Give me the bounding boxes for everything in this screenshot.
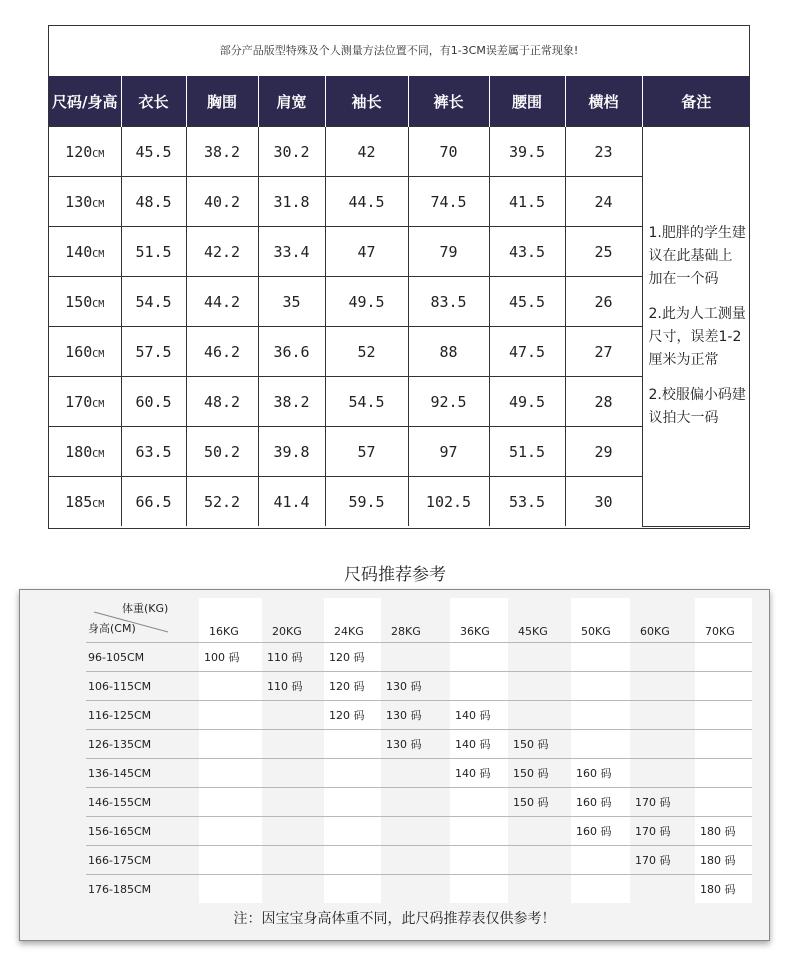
recommended-size — [508, 817, 571, 846]
recommended-size — [199, 817, 262, 846]
recommended-size — [695, 701, 752, 730]
height-range: 126-135CM — [86, 730, 199, 759]
measurement-cell: 51.5 — [121, 227, 186, 277]
size-value: 120 — [65, 142, 93, 161]
recommend-row — [86, 701, 752, 730]
recommended-size: 120 码 — [324, 643, 381, 672]
recommended-size: 120 码 — [324, 672, 381, 701]
measurement-cell: 102.5 — [408, 477, 489, 527]
recommended-size — [630, 672, 695, 701]
recommended-size — [262, 759, 324, 788]
size-unit: CM — [92, 448, 105, 460]
measurement-cell: 48.2 — [186, 377, 258, 427]
size-unit: CM — [92, 298, 105, 310]
measurement-cell: 79 — [408, 227, 489, 277]
measurement-cell: 51.5 — [489, 427, 565, 477]
recommended-size: 180 码 — [695, 875, 752, 904]
weight-axis-label: 体重(KG) — [122, 602, 169, 615]
recommended-size: 170 码 — [630, 817, 695, 846]
recommend-row — [86, 817, 752, 846]
measurement-cell: 39.8 — [258, 427, 325, 477]
header-remarks: 备注 — [642, 76, 750, 127]
weight-header: 36KG — [450, 598, 508, 643]
recommend-footnote: 注：因宝宝身高体重不同，此尺码推荐表仅供参考！ — [233, 911, 556, 927]
measurement-cell: 43.5 — [489, 227, 565, 277]
weight-header: 70KG — [695, 598, 752, 643]
recommended-size — [381, 846, 450, 875]
measurement-cell: 23 — [565, 127, 642, 177]
recommended-size — [199, 788, 262, 817]
measurement-cell: 40.2 — [186, 177, 258, 227]
measurement-cell: 27 — [565, 327, 642, 377]
size-value: 160 — [65, 342, 93, 361]
recommended-size — [571, 672, 630, 701]
recommended-size — [630, 730, 695, 759]
recommended-size: 160 码 — [571, 759, 630, 788]
recommended-size — [695, 730, 752, 759]
recommended-size — [571, 875, 630, 904]
height-range: 156-165CM — [86, 817, 199, 846]
measurement-cell: 35 — [258, 277, 325, 327]
size-unit: CM — [92, 498, 105, 510]
measurement-cell: 31.8 — [258, 177, 325, 227]
size-value: 140 — [65, 242, 93, 261]
recommended-size — [630, 875, 695, 904]
recommended-size: 150 码 — [508, 759, 571, 788]
recommended-size — [630, 643, 695, 672]
size-recommendation-table — [86, 598, 752, 903]
size-cell — [49, 277, 121, 327]
recommended-size — [324, 846, 381, 875]
measurement-cell: 97 — [408, 427, 489, 477]
recommended-size — [199, 701, 262, 730]
header-chest: 胸围 — [186, 76, 258, 127]
size-cell — [49, 427, 121, 477]
measurement-cell: 30 — [565, 477, 642, 527]
measurement-cell: 24 — [565, 177, 642, 227]
measurement-cell: 38.2 — [258, 377, 325, 427]
recommend-header-row — [86, 598, 752, 643]
measurement-cell: 63.5 — [121, 427, 186, 477]
recommended-size: 180 码 — [695, 846, 752, 875]
header-sleeve: 袖长 — [325, 76, 408, 127]
size-value: 180 — [65, 442, 93, 461]
measurement-cell: 54.5 — [325, 377, 408, 427]
recommended-size — [324, 759, 381, 788]
measurement-notice: 部分产品版型特殊及个人测量方法位置不同，有1-3CM误差属于正常现象! — [219, 44, 579, 57]
recommend-row — [86, 788, 752, 817]
measurement-cell: 45.5 — [121, 127, 186, 177]
recommended-size — [324, 817, 381, 846]
recommend-row — [86, 875, 752, 904]
measurement-cell: 42 — [325, 127, 408, 177]
recommended-size — [324, 788, 381, 817]
recommended-size — [695, 672, 752, 701]
recommended-size — [508, 643, 571, 672]
recommended-size — [571, 846, 630, 875]
measurement-cell: 25 — [565, 227, 642, 277]
size-value: 150 — [65, 292, 93, 311]
measurement-cell: 59.5 — [325, 477, 408, 527]
height-range: 116-125CM — [86, 701, 199, 730]
measurement-cell: 41.4 — [258, 477, 325, 527]
recommended-size — [508, 672, 571, 701]
recommended-size — [199, 875, 262, 904]
recommended-size: 130 码 — [381, 730, 450, 759]
size-value: 130 — [65, 192, 93, 211]
recommended-size — [571, 701, 630, 730]
size-cell — [49, 177, 121, 227]
header-pants-length: 裤长 — [408, 76, 489, 127]
measurement-cell: 44.2 — [186, 277, 258, 327]
height-range: 106-115CM — [86, 672, 199, 701]
recommended-size — [450, 643, 508, 672]
recommended-size — [262, 730, 324, 759]
recommended-size — [381, 875, 450, 904]
measurement-cell: 26 — [565, 277, 642, 327]
recommended-size: 150 码 — [508, 730, 571, 759]
height-range: 146-155CM — [86, 788, 199, 817]
recommended-size: 140 码 — [450, 701, 508, 730]
recommended-size: 160 码 — [571, 788, 630, 817]
recommended-size — [199, 759, 262, 788]
measurement-cell: 38.2 — [186, 127, 258, 177]
measurement-cell: 50.2 — [186, 427, 258, 477]
recommended-size — [450, 788, 508, 817]
measurement-cell: 83.5 — [408, 277, 489, 327]
recommended-size — [381, 759, 450, 788]
recommended-size — [508, 846, 571, 875]
measurement-cell: 54.5 — [121, 277, 186, 327]
size-cell — [49, 327, 121, 377]
recommended-size — [571, 643, 630, 672]
recommended-size — [508, 701, 571, 730]
measurement-cell: 57.5 — [121, 327, 186, 377]
size-unit: CM — [92, 398, 105, 410]
recommended-size — [199, 730, 262, 759]
remark-item: 2.此为人工测量尺寸，误差1-2厘米为正常 — [648, 306, 746, 369]
measurement-cell: 49.5 — [489, 377, 565, 427]
header-length: 衣长 — [121, 76, 186, 127]
recommended-size — [450, 846, 508, 875]
measurement-cell: 29 — [565, 427, 642, 477]
height-range: 166-175CM — [86, 846, 199, 875]
measurement-cell: 33.4 — [258, 227, 325, 277]
weight-header: 45KG — [508, 598, 571, 643]
header-crotch: 横档 — [565, 76, 642, 127]
recommend-row — [86, 730, 752, 759]
recommended-size — [508, 875, 571, 904]
recommended-size: 100 码 — [199, 643, 262, 672]
remark-item: 2.校服偏小码建议拍大一码 — [648, 387, 746, 427]
recommend-row — [86, 846, 752, 875]
recommend-row — [86, 643, 752, 672]
measurement-cell: 92.5 — [408, 377, 489, 427]
weight-header: 28KG — [381, 598, 450, 643]
measurement-cell: 48.5 — [121, 177, 186, 227]
recommended-size: 150 码 — [508, 788, 571, 817]
recommended-size — [199, 846, 262, 875]
header-size-height: 尺码/身高 — [49, 76, 121, 127]
recommended-size: 130 码 — [381, 701, 450, 730]
measurement-cell: 60.5 — [121, 377, 186, 427]
weight-header: 20KG — [262, 598, 324, 643]
weight-header: 16KG — [199, 598, 262, 643]
weight-header: 24KG — [324, 598, 381, 643]
weight-header: 50KG — [571, 598, 630, 643]
measurement-cell: 70 — [408, 127, 489, 177]
recommended-size — [262, 701, 324, 730]
measurement-cell: 39.5 — [489, 127, 565, 177]
measurement-cell: 88 — [408, 327, 489, 377]
measurement-cell: 41.5 — [489, 177, 565, 227]
recommended-size — [695, 643, 752, 672]
recommended-size — [381, 788, 450, 817]
size-unit: CM — [92, 248, 105, 260]
recommended-size: 170 码 — [630, 788, 695, 817]
size-chart — [48, 25, 750, 529]
height-range: 136-145CM — [86, 759, 199, 788]
size-cell — [49, 227, 121, 277]
recommended-size — [381, 817, 450, 846]
measurement-cell: 52 — [325, 327, 408, 377]
measurement-cell: 53.5 — [489, 477, 565, 527]
recommended-size: 110 码 — [262, 643, 324, 672]
measurement-cell: 66.5 — [121, 477, 186, 527]
header-waist: 腰围 — [489, 76, 565, 127]
recommended-size — [630, 759, 695, 788]
height-range: 96-105CM — [86, 643, 199, 672]
weight-header: 60KG — [630, 598, 695, 643]
size-cell — [49, 477, 121, 527]
measurement-cell: 74.5 — [408, 177, 489, 227]
recommended-size — [262, 788, 324, 817]
recommend-corner-cell — [86, 598, 199, 643]
remark-item: 1.肥胖的学生建议在此基础上加在一个码 — [648, 225, 746, 288]
size-row — [49, 127, 750, 177]
measurement-cell: 30.2 — [258, 127, 325, 177]
recommended-size — [262, 817, 324, 846]
recommended-size — [630, 701, 695, 730]
measurement-cell: 57 — [325, 427, 408, 477]
recommended-size: 160 码 — [571, 817, 630, 846]
size-cell — [49, 127, 121, 177]
size-unit: CM — [92, 198, 105, 210]
recommended-size — [450, 672, 508, 701]
size-value: 170 — [65, 392, 93, 411]
measurement-cell: 36.6 — [258, 327, 325, 377]
recommend-title: 尺码推荐参考 — [344, 565, 446, 585]
recommended-size — [695, 788, 752, 817]
size-unit: CM — [92, 148, 105, 160]
size-value: 185 — [65, 492, 93, 511]
recommended-size — [450, 875, 508, 904]
measurement-cell: 47.5 — [489, 327, 565, 377]
measurement-cell: 47 — [325, 227, 408, 277]
recommended-size — [324, 875, 381, 904]
height-range: 176-185CM — [86, 875, 199, 904]
recommended-size — [262, 875, 324, 904]
remarks-cell — [642, 127, 750, 527]
measurement-cell: 52.2 — [186, 477, 258, 527]
measurement-cell: 46.2 — [186, 327, 258, 377]
measurement-cell: 49.5 — [325, 277, 408, 327]
measurement-cell: 44.5 — [325, 177, 408, 227]
measurement-cell: 28 — [565, 377, 642, 427]
recommend-row — [86, 759, 752, 788]
recommended-size — [381, 643, 450, 672]
recommended-size: 140 码 — [450, 759, 508, 788]
recommended-size: 120 码 — [324, 701, 381, 730]
size-chart-header-row — [49, 76, 750, 127]
recommended-size — [695, 759, 752, 788]
recommended-size — [199, 672, 262, 701]
size-recommendation-card — [19, 589, 770, 941]
recommended-size — [571, 730, 630, 759]
recommended-size: 180 码 — [695, 817, 752, 846]
recommended-size: 140 码 — [450, 730, 508, 759]
recommended-size — [262, 846, 324, 875]
size-cell — [49, 377, 121, 427]
recommended-size — [324, 730, 381, 759]
measurement-cell: 45.5 — [489, 277, 565, 327]
recommended-size: 110 码 — [262, 672, 324, 701]
recommended-size: 130 码 — [381, 672, 450, 701]
measurement-cell: 42.2 — [186, 227, 258, 277]
size-unit: CM — [92, 348, 105, 360]
header-shoulder: 肩宽 — [258, 76, 325, 127]
size-chart-table — [49, 76, 750, 527]
recommended-size: 170 码 — [630, 846, 695, 875]
recommend-row — [86, 672, 752, 701]
recommended-size — [450, 817, 508, 846]
height-axis-label: 身高(CM) — [88, 622, 136, 635]
